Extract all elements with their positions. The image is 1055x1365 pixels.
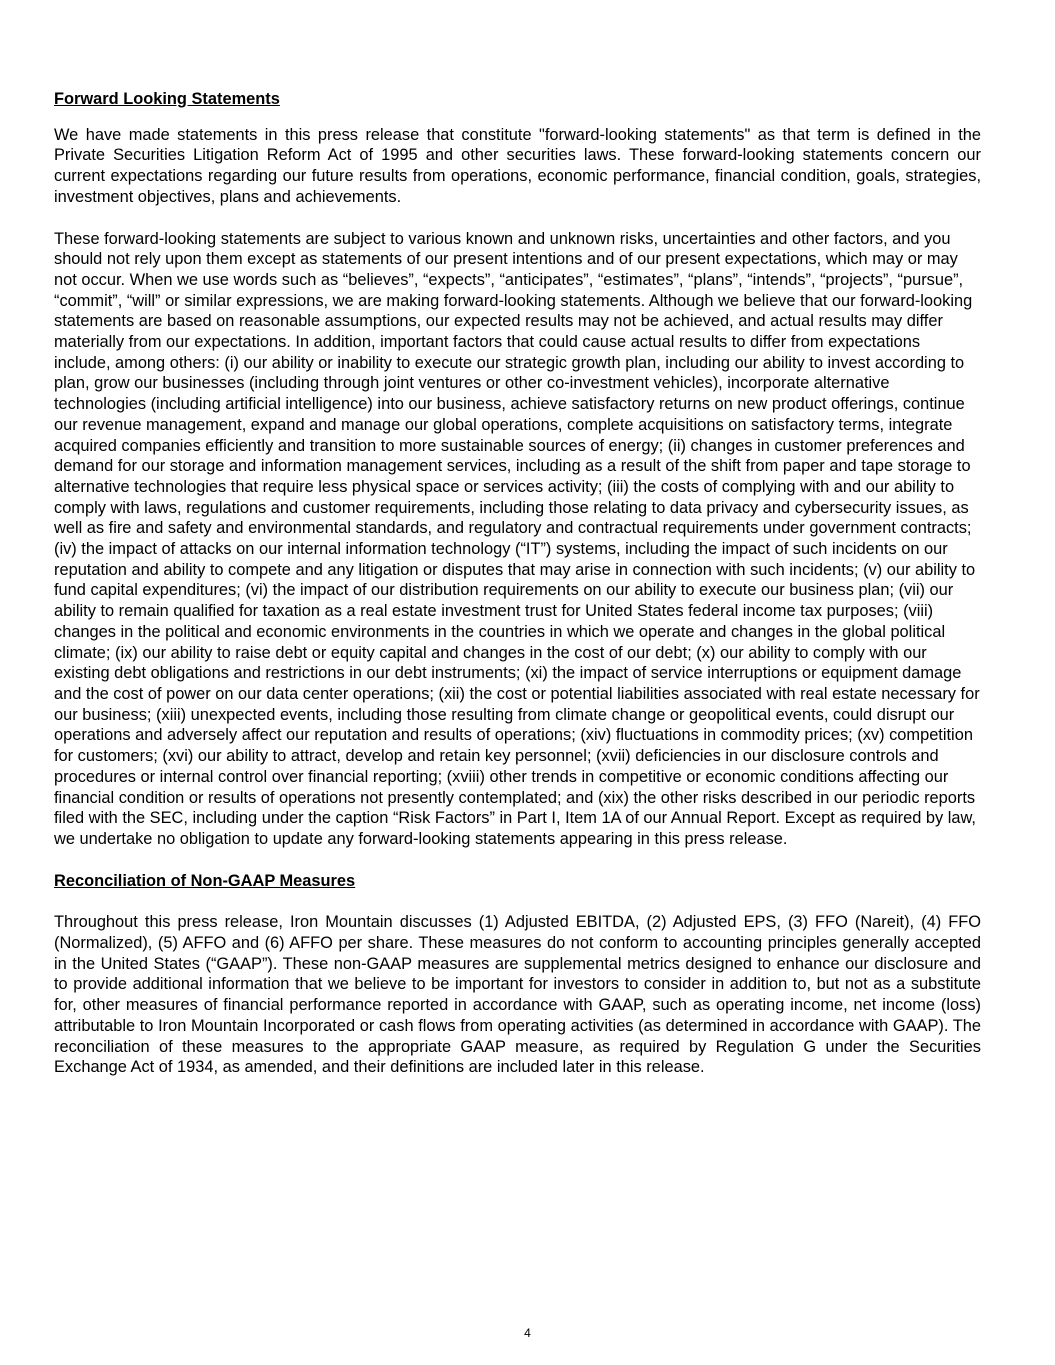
spacer [54, 208, 981, 229]
non-gaap-heading: Reconciliation of Non-GAAP Measures [54, 871, 356, 890]
non-gaap-paragraph: Throughout this press release, Iron Mountain discusses (1) Adjusted EBITDA, (2) Adjusted EPS, (3) FFO (Nareit), (4) FFO (Normalized), (5) AFFO and (6) AFFO per share. These measures do not conform to accounting principles generally accepted in the United States (“GAAP”). These non-GAAP measures are supplemental metrics designed to enhance our disclosure and to provide additional information that we believe to be important for investors to consider in addition to, but not as a substitute for, other measures of financial performance reported in accordance with GAAP, such as operating income, net income (loss) attributable to Iron Mountain Incorporated or cash flows from operating activities (as determined in accordance with GAAP). The reconciliation of these measures to the appropriate GAAP measure, as required by Regulation G under the Securities Exchange Act of 1934, as amended, and their definitions are included later in this release. [54, 913, 981, 1077]
spacer [54, 850, 981, 871]
page-number: 4 [524, 1326, 531, 1340]
spacer [54, 110, 981, 125]
forward-looking-intro-paragraph: We have made statements in this press release that constitute "forward-looking statements" as that term is defined in the Private Securities Litigation Reform Act of 1995 and other securities laws. These forward-looking statements concern our current expectations regarding our future results from operations, economic performance, financial condition, goals, strategies, investment objectives, plans and achievements. [54, 125, 981, 206]
document-page [54, 89, 981, 1078]
forward-looking-risks-paragraph: These forward-looking statements are subject to various known and unknown risks, uncertainties and other factors, and you should not rely upon them except as statements of our present intentions and of our present expectations, which may or may not occur. When we use words such as “believes”, “expects”, “anticipates”, “estimates”, “plans”, “intends”, “projects”, “pursue”, “commit”, “will” or similar expressions, we are making forward-looking statements. Although we believe that our forward-looking statements are based on reasonable assumptions, our expected results may not be achieved, and actual results may differ materially from our expectations. In addition, important factors that could cause actual results to differ from expectations include, among others: (i) our ability or inability to execute our strategic growth plan, including our ability to invest according to plan, grow our businesses (including through joint ventures or other co-investment vehicles), incorporate alternative technologies (including artificial intelligence) into our business, achieve satisfactory returns on new product offerings, continue our revenue management, expand and manage our global operations, complete acquisitions on satisfactory terms, integrate acquired companies efficiently and transition to more sustainable sources of energy; (ii) changes in customer preferences and demand for our storage and information management services, including as a result of the shift from paper and tape storage to alternative technologies that require less physical space or services activity; (iii) the costs of complying with and our ability to comply with laws, regulations and customer requirements, including those relating to data privacy and cybersecurity issues, as well as fire and safety and environmental standards, and regulatory and contractual requirements under government contracts; (iv) the impact of attacks on our internal information technology (“IT”) systems, including the impact of such incidents on our reputation and ability to compete and any litigation or disputes that may arise in connection with such incidents; (v) our ability to fund capital expenditures; (vi) the impact of our distribution requirements on our ability to execute our business plan; (vii) our ability to remain qualified for taxation as a real estate investment trust for United States federal income tax purposes; (viii) changes in the political and economic environments in the countries in which we operate and changes in the global political climate; (ix) our ability to raise debt or equity capital and changes in the cost of our debt; (x) our ability to comply with our existing debt obligations and restrictions in our debt instruments; (xi) the impact of service interruptions or equipment damage and the cost of power on our data center operations; (xii) the cost or potential liabilities associated with real estate necessary for our business; (xiii) unexpected events, including those resulting from climate change or geopolitical events, could disrupt our operations and adversely affect our reputation and results of operations; (xiv) fluctuations in commodity prices; (xv) competition for customers; (xvi) our ability to attract, develop and retain key personnel; (xvii) deficiencies in our disclosure controls and procedures or internal control over financial reporting; (xviii) other trends in competitive or economic conditions affecting our financial condition or results of operations not presently contemplated; and (xix) the other risks described in our periodic reports filed with the SEC, including under the caption “Risk Factors” in Part I, Item 1A of our Annual Report. Except as required by law, we undertake no obligation to update any forward-looking statements appearing in this press release. [54, 229, 980, 848]
spacer [54, 891, 981, 912]
forward-looking-heading: Forward Looking Statements [54, 90, 280, 108]
